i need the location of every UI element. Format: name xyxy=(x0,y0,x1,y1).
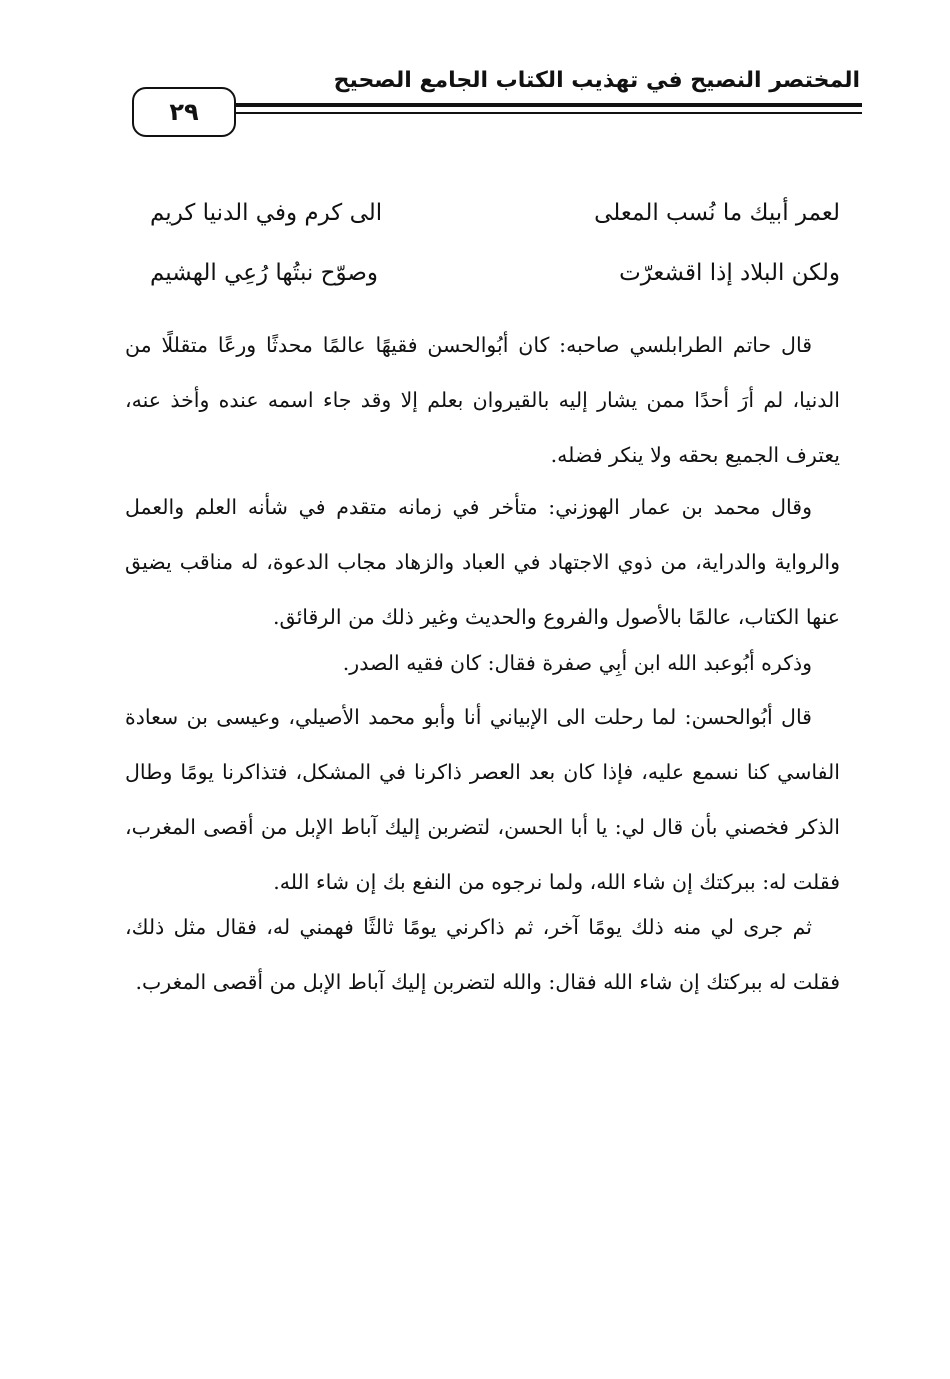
verse-hemistich-first: ولكن البلاد إذا اقشعرّت xyxy=(619,260,840,286)
verse-line xyxy=(120,200,840,250)
header-title: المختصر النصيح في تهذيب الكتاب الجامع الصحيح xyxy=(333,68,860,93)
paragraph: قال أبُوالحسن: لما رحلت الى الإبياني أنا وأبو محمد الأصيلي، وعيسى بن سعادة الفاسي كنا نسمع عليه، فإذا كان بعد العصر ذاكرنا في المشكل، فتذاكرنا يومًا وطال الذكر فخصني بأن قال لي: يا أبا الحسن، لتضربن إليك آباط الإبل من أقصى المغرب، فقلت له: ببركتك إن شاء الله، ولما نرجوه من النفع بك إن شاء الله. xyxy=(125,705,840,894)
verse-hemistich-second: وصوّح نبتُها رُعِي الهشيم xyxy=(150,260,378,286)
verse-line xyxy=(120,260,840,310)
page-number-box xyxy=(132,87,236,137)
verse-hemistich-first: لعمر أبيك ما نُسب المعلى xyxy=(594,200,840,226)
paragraph: وقال محمد بن عمار الهوزني: متأخر في زمانه متقدم في شأنه العلم والعمل والرواية والدراية، من ذوي الاجتهاد في العباد والزهاد مجاب الدعوة، له مناقب يضيق عنها الكتاب، عالمًا بالأصول والفروع والحديث وغير ذلك من الرقائق. xyxy=(125,495,840,629)
verse-hemistich-second: الى كرم وفي الدنيا كريم xyxy=(150,200,383,226)
paragraph: وذكره أبُوعبد الله ابن أبِي صفرة فقال: كان فقيه الصدر. xyxy=(342,651,812,675)
header-rule-thick xyxy=(236,103,862,107)
page-number: ٢٩ xyxy=(169,98,199,126)
paragraph: ثم جرى لي منه ذلك يومًا آخر، ثم ذاكرني يومًا ثالثًا فهمني له، فقال مثل ذلك، فقلت له ببركتك إن شاء الله فقال: والله لتضربن إليك آباط الإبل من أقصى المغرب. xyxy=(125,915,840,994)
header-rule-thin xyxy=(236,112,862,114)
paragraph: قال حاتم الطرابلسي صاحبه: كان أبُوالحسن فقيهًا عالمًا محدثًا ورعًا متقللًا من الدنيا، لم أرَ أحدًا ممن يشار إليه بالقيروان بعلم إلا وقد جاء اسمه عنده وأخذ عنه، يعترف الجميع بحقه ولا ينكر فضله. xyxy=(125,333,840,467)
